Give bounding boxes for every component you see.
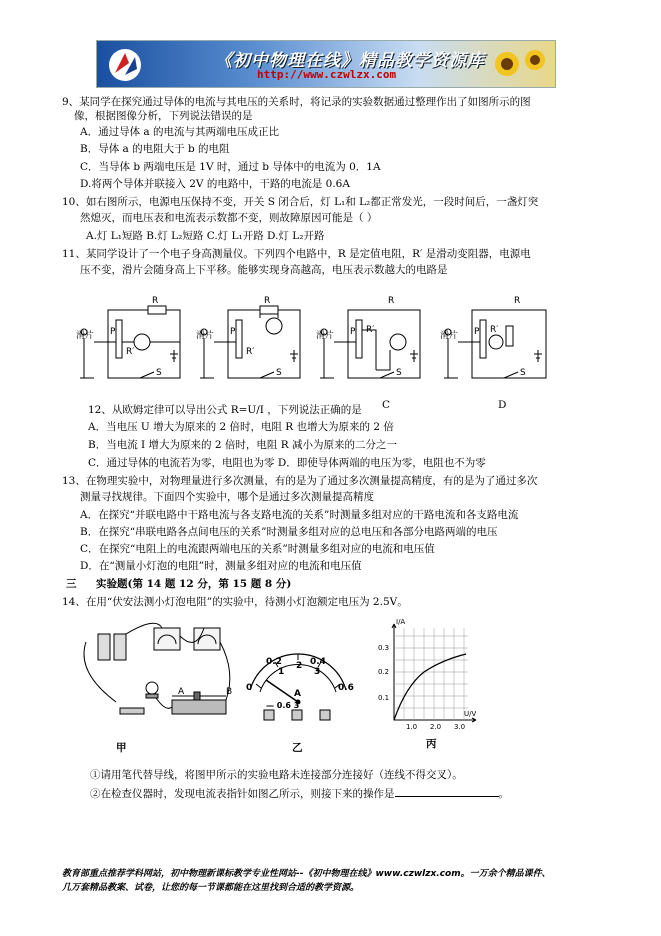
q9-option-b: B．导体 a 的电阻大于 b 的电阻 bbox=[80, 143, 230, 155]
q11-circuit-diagrams bbox=[70, 290, 570, 390]
label-r-d: R bbox=[514, 296, 521, 306]
label-p-d: P bbox=[474, 327, 480, 337]
figure-jia-apparatus bbox=[76, 612, 246, 750]
q13-option-d: D．在“测量小灯泡的电阻”时，测量多组对应的电流和电压值 bbox=[80, 560, 362, 572]
dial-inner-2: 2 bbox=[296, 661, 303, 671]
label-slider-b: 滑片 bbox=[196, 331, 215, 341]
fig-label-jia: 甲 bbox=[116, 742, 127, 754]
graph-ytick-2: 0.2 bbox=[378, 668, 390, 676]
dial-tick-2: 0.4 bbox=[310, 657, 326, 667]
q12-stem: 12、从欧姆定律可以导出公式 R=U/I ，下列说法正确的是 bbox=[88, 404, 362, 416]
dial-tick-3: 0.6 bbox=[338, 683, 354, 693]
header-banner bbox=[96, 40, 556, 88]
circuit-label-d: D bbox=[498, 399, 507, 411]
q9-option-d: D.将两个导体并联接入 2V 的电路中，干路的电流是 0.6A bbox=[80, 178, 350, 190]
dial-tick-1: 0.2 bbox=[266, 657, 282, 667]
fig-label-bing: 丙 bbox=[426, 738, 437, 750]
dial-terminals: — 0.6 3 bbox=[266, 701, 300, 710]
graph-y-unit: I/A bbox=[396, 618, 406, 626]
dial-unit: A bbox=[294, 689, 301, 699]
q12-option-cd: C．通过导体的电流若为零，电阻也为零 D．即使导体两端的电压为零，电阻也不为零 bbox=[88, 457, 486, 469]
q9-stem-line2: 像，根据图像分析，下列说法错误的是 bbox=[74, 110, 253, 122]
banner-url[interactable]: http://www.czwlzx.com bbox=[257, 68, 397, 81]
q13-option-c: C．在探究“电阻上的电流跟两端电压的关系”时测量多组对应的电流和电压值 bbox=[80, 543, 435, 555]
label-r-c: R bbox=[388, 296, 395, 306]
graph-ytick-1: 0.1 bbox=[378, 694, 390, 702]
q13-stem-line1: 13、在物理实验中，对物理量进行多次测量，有的是为了通过多次测量提高精度，有的是为了通过多次 bbox=[62, 475, 538, 487]
section-title: 实验题(第 14 题 12 分，第 15 题 8 分) bbox=[96, 578, 292, 590]
q9-option-a: A．通过导体 a 的电流与其两端电压成正比 bbox=[80, 126, 280, 138]
circuit-label-c: C bbox=[382, 399, 391, 411]
banner-title: 《初中物理在线》精品教学资源库 bbox=[215, 51, 485, 71]
circuit-c bbox=[320, 310, 420, 378]
label-rp-d: R′ bbox=[490, 325, 499, 335]
graph-xtick-2: 2.0 bbox=[430, 723, 442, 731]
circuit-a bbox=[80, 306, 180, 378]
q14-stem: 14、在用“伏安法测小灯泡电阻”的实验中，待测小灯泡额定电压为 2.5V。 bbox=[62, 596, 408, 608]
label-s-d: S bbox=[520, 368, 526, 378]
label-slider-a: 滑片 bbox=[76, 331, 95, 341]
label-s-a: S bbox=[156, 368, 162, 378]
label-slider-d: 滑片 bbox=[440, 331, 459, 341]
dial-inner-1: 1 bbox=[278, 667, 285, 677]
q12-option-b: B．当电流 I 增大为原来的 2 倍时，电阻 R 减小为原来的二分之一 bbox=[88, 439, 397, 451]
label-s-c: S bbox=[396, 368, 402, 378]
graph-xtick-1: 1.0 bbox=[406, 723, 418, 731]
figure-yi-ammeter bbox=[242, 630, 354, 722]
answer-blank[interactable] bbox=[395, 786, 499, 797]
site-logo-icon bbox=[105, 45, 145, 83]
circuit-b bbox=[200, 306, 300, 378]
q14-sub2-row: ②在检查仪器时，发现电流表指针如图乙所示，则接下来的操作是 。 bbox=[90, 788, 509, 800]
label-rp-a: R′ bbox=[126, 347, 135, 357]
jia-label-a: A bbox=[178, 687, 185, 697]
q13-option-b: B．在探究“串联电路各点间电压的关系”时测量多组对应的总电压和各部分电路两端的电压 bbox=[80, 526, 498, 538]
sunflower-icon bbox=[489, 44, 549, 84]
q10-options: A.灯 L₁短路 B.灯 L₂短路 C.灯 L₁开路 D.灯 L₂开路 bbox=[86, 230, 325, 242]
footer-line1: 教育部重点推荐学科网站，初中物理新课标教学专业性网站--《初中物理在线》www.czwlzx.com。一万余个精品课件、 bbox=[62, 869, 551, 879]
dial-inner-3: 3 bbox=[314, 667, 321, 677]
label-r-a: R bbox=[152, 296, 159, 306]
label-p-a: P bbox=[110, 327, 116, 337]
label-p-b: P bbox=[230, 327, 236, 337]
graph-x-unit: U/V bbox=[464, 710, 477, 718]
q10-stem-line2: 然熄灭，而电压表和电流表示数都不变，则故障原因可能是（ ） bbox=[80, 212, 378, 224]
graph-ytick-3: 0.3 bbox=[378, 644, 390, 652]
graph-xtick-3: 3.0 bbox=[454, 723, 466, 731]
label-rp-b: R′ bbox=[246, 347, 255, 357]
label-r-b: R bbox=[264, 296, 271, 306]
q14-sub2: ②在检查仪器时，发现电流表指针如图乙所示，则接下来的操作是 bbox=[90, 788, 395, 800]
q9-stem-line1: 9、某同学在探究通过导体的电流与其电压的关系时，将记录的实验数据通过整理作出了如图所示的图 bbox=[62, 96, 531, 108]
q11-stem-line1: 11、某同学设计了一个电子身高测量仪。下列四个电路中，R 是定值电阻，R′ 是滑动变阻器，电源电 bbox=[62, 248, 531, 260]
section-number: 三 bbox=[66, 578, 77, 590]
figure-bing-graph bbox=[372, 616, 482, 734]
jia-label-b: B bbox=[226, 687, 233, 697]
q11-stem-line2: 压不变，滑片会随身高上下平移。能够实现身高越高，电压表示数越大的电路是 bbox=[80, 264, 448, 276]
fig-label-yi: 乙 bbox=[292, 742, 303, 754]
label-slider-c: 滑片 bbox=[316, 331, 335, 341]
circuit-d bbox=[444, 310, 546, 378]
q9-option-c: C．当导体 b 两端电压是 1V 时，通过 b 导体中的电流为 0．1A bbox=[80, 161, 381, 173]
q13-stem-line2: 测量寻找规律。下面四个实验中，哪个是通过多次测量提高精度 bbox=[80, 491, 374, 503]
label-rp-c: R′ bbox=[366, 325, 375, 335]
q13-option-a: A．在探究“并联电路中干路电流与各支路电流的关系”时测量多组对应的干路电流和各支路电流 bbox=[80, 509, 519, 521]
q12-option-a: A．当电压 U 增大为原来的 2 倍时，电阻 R 也增大为原来的 2 倍 bbox=[88, 421, 394, 433]
q14-sub1: ①请用笔代替导线，将图甲所示的实验电路未连接部分连接好（连线不得交叉）。 bbox=[90, 769, 463, 781]
label-p-c: P bbox=[350, 327, 356, 337]
q10-stem-line1: 10、如右图所示，电源电压保持不变，开关 S 闭合后，灯 L₁和 L₂都正常发光，一段时间后，一盏灯突 bbox=[62, 196, 539, 208]
footer-line2: 几万套精品教案、试卷，让您的每一节课都能在这里找到合适的教学资源。 bbox=[62, 883, 360, 893]
label-s-b: S bbox=[276, 368, 282, 378]
dial-tick-0: 0 bbox=[246, 683, 253, 693]
